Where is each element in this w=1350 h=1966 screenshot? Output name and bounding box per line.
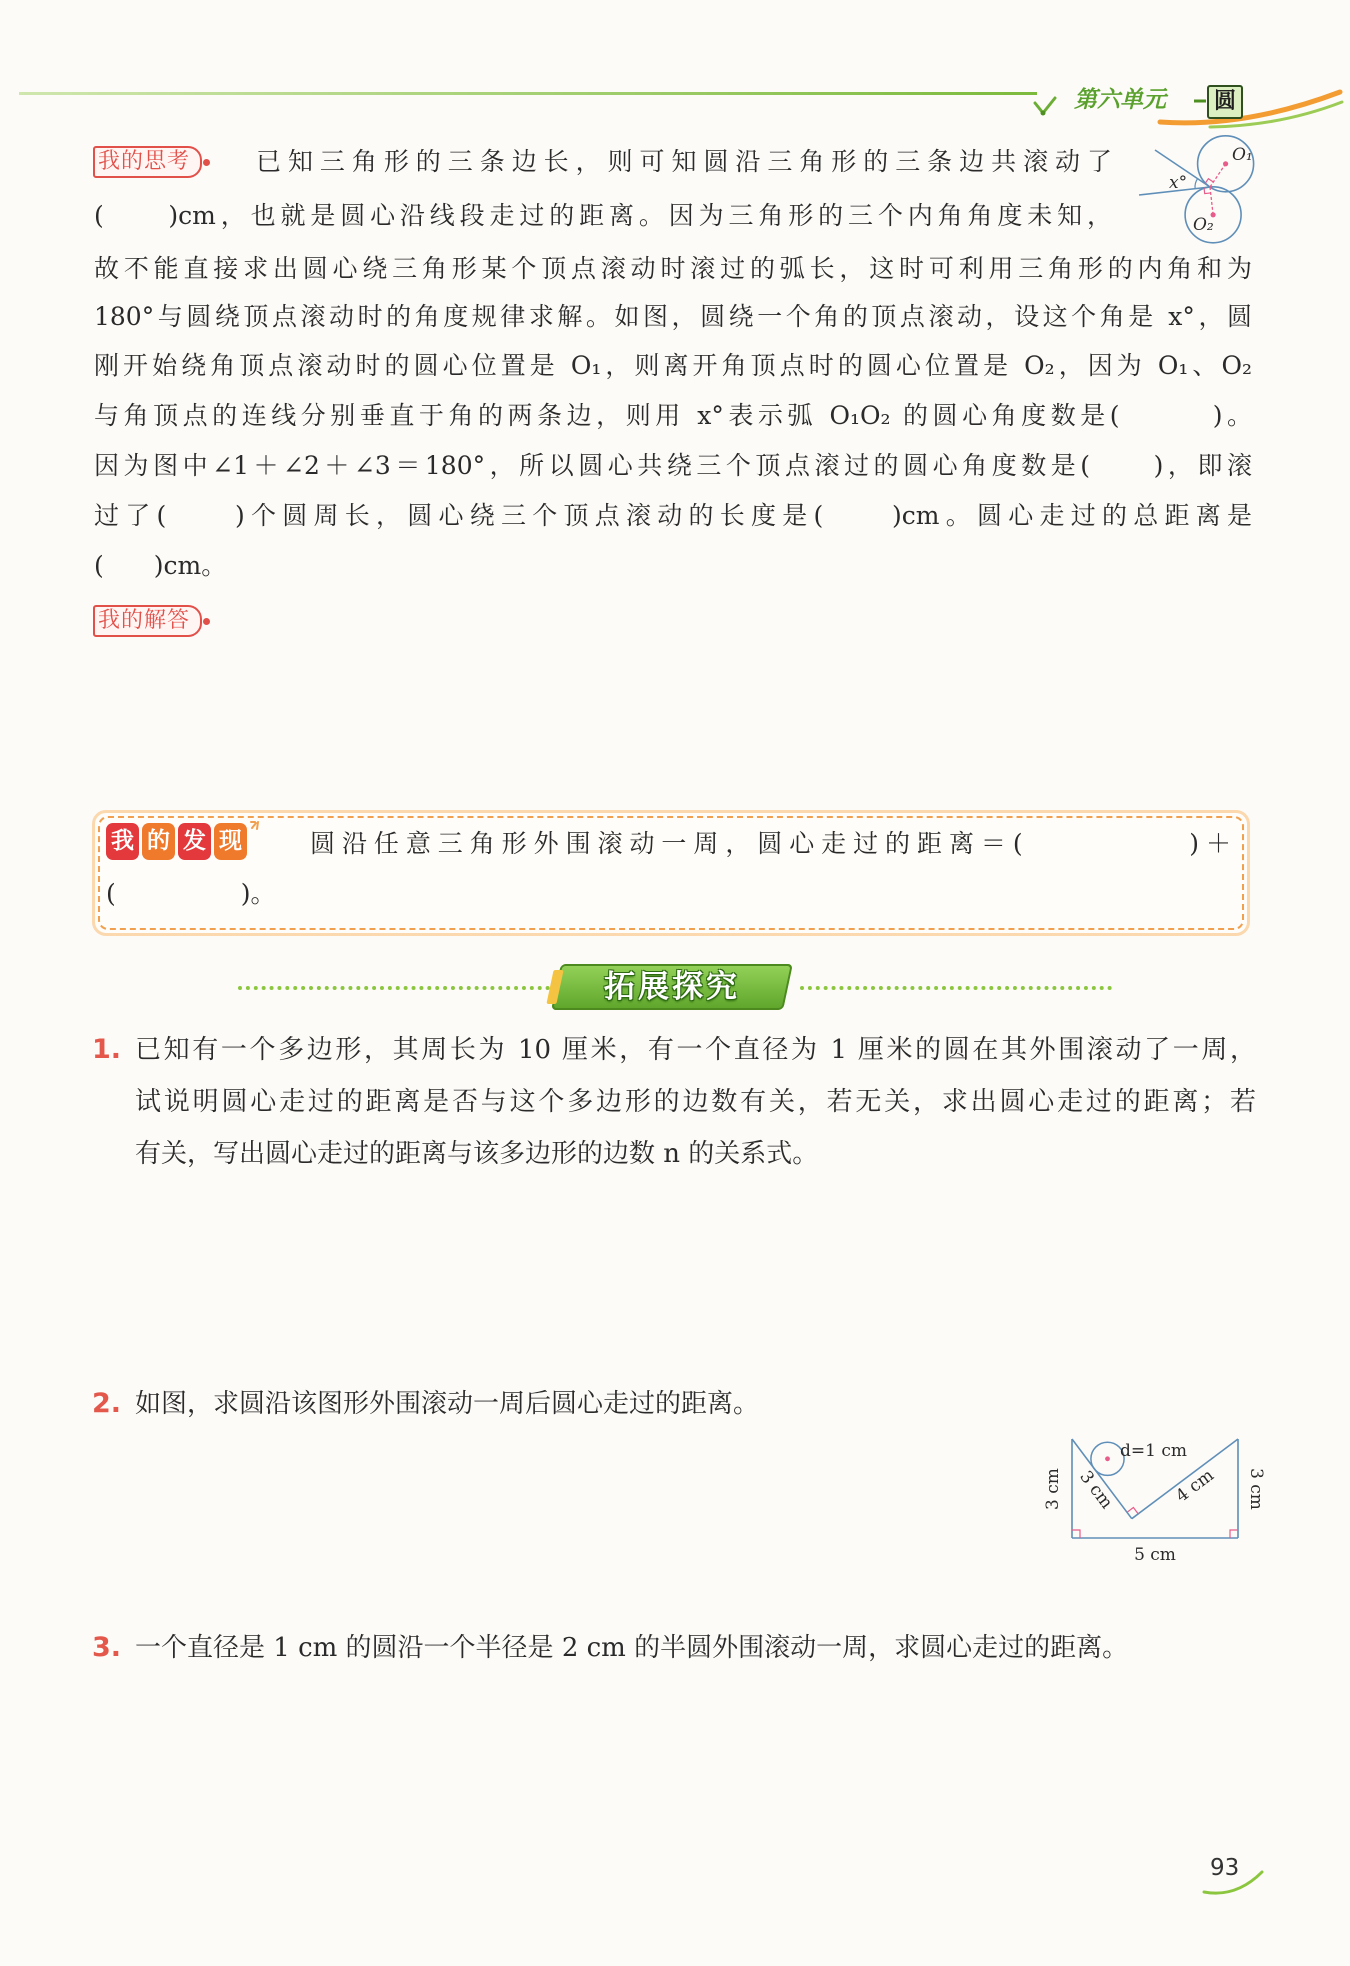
question-2-text: 如图，求圆沿该图形外围滚动一周后圆心走过的距离。 xyxy=(135,1389,760,1419)
discovery-tag-char: 的 xyxy=(142,823,175,860)
question-2-number: 2. xyxy=(92,1388,122,1419)
think-line-2: ( )cm，也就是圆心沿线段走过的距离。因为三角形的三个内角角度未知， xyxy=(94,201,1112,230)
center1-label: O₁ xyxy=(1232,145,1253,165)
center-dot-o1 xyxy=(1223,161,1228,166)
page-number-swoosh xyxy=(1200,1866,1270,1898)
discovery-tag-char: 发 xyxy=(178,823,211,860)
diameter-label: d=1 cm xyxy=(1120,1441,1187,1461)
sparkle-icon xyxy=(248,814,266,832)
angle-label: x° xyxy=(1169,173,1188,193)
question-1-line-1: 已知有一个多边形，其周长为 10 厘米，有一个直径为 1 厘米的圆在其外围滚动了一周， xyxy=(135,1035,1256,1065)
discovery-line-2: ( )。 xyxy=(106,879,276,908)
left-slant-label: 3 cm xyxy=(1075,1467,1117,1513)
question-2-figure xyxy=(1030,1420,1280,1570)
extension-banner xyxy=(556,964,788,1010)
right-angle-mark-valley xyxy=(1127,1508,1138,1514)
right-angle-mark-1 xyxy=(1205,179,1213,184)
tag-arrow-icon xyxy=(203,618,210,625)
angle-arc xyxy=(1195,179,1198,189)
think-line-7: 因为图中∠1＋∠2＋∠3＝180°，所以圆心共绕三个顶点滚过的圆心角度数是( )，即滚 xyxy=(94,451,1252,480)
think-line-4: 180°与圆绕顶点滚动时的角度规律求解。如图，圆绕一个角的顶点滚动，设这个角是 x°，圆 xyxy=(94,302,1252,331)
discovery-tag xyxy=(106,823,247,860)
think-line-5: 刚开始绕角顶点滚动时的圆心位置是 O₁，则离开角顶点时的圆心位置是 O₂，因为 O₁、O₂ xyxy=(94,351,1252,380)
center2-label: O₂ xyxy=(1193,215,1214,235)
page-number: 93 xyxy=(1210,1855,1240,1881)
answer-tag-label: 我的解答 xyxy=(93,605,202,637)
question-1-line-3: 有关，写出圆心走过的距离与该多边形的边数 n 的关系式。 xyxy=(135,1139,819,1169)
right-angle-mark-bottom-right xyxy=(1230,1530,1238,1538)
question-3-text: 一个直径是 1 cm 的圆沿一个半径是 2 cm 的半圆外围滚动一周，求圆心走过的距离。 xyxy=(135,1633,1129,1663)
question-3-number: 3. xyxy=(92,1632,122,1663)
think-line-3: 故不能直接求出圆心绕三角形某个顶点滚动时滚过的弧长，这时可利用三角形的内角和为 xyxy=(94,254,1252,283)
question-1-number: 1. xyxy=(92,1034,122,1065)
right-side-label: 3 cm xyxy=(1246,1468,1266,1510)
think-tag-label: 我的思考 xyxy=(93,146,202,178)
radius-to-o1 xyxy=(1210,164,1226,187)
vertex-rolling-diagram xyxy=(1135,130,1265,248)
banner-dotted-rule-right xyxy=(800,986,1112,990)
think-tag xyxy=(93,146,210,178)
question-1-line-2: 试说明圆心走过的距离是否与这个多边形的边数有关，若无关，求出圆心走过的距离；若 xyxy=(135,1087,1256,1117)
header-swoosh xyxy=(1150,80,1346,132)
think-line-9: ( )cm。 xyxy=(94,551,227,580)
banner-dotted-rule-left xyxy=(238,986,550,990)
leaf-check-icon xyxy=(1032,94,1058,118)
rolling-circle-center xyxy=(1105,1456,1110,1461)
think-line-1: 已知三角形的三条边长，则可知圆沿三角形的三条边共滚动了 xyxy=(256,147,1112,176)
unit-title: 第六单元 xyxy=(1074,87,1166,113)
left-side-label: 3 cm xyxy=(1043,1468,1063,1510)
tag-arrow-icon xyxy=(203,159,210,166)
discovery-tag-char: 我 xyxy=(106,823,139,860)
extension-title: 拓展探究 xyxy=(604,969,740,1005)
answer-tag xyxy=(93,605,210,637)
topic-box: 圆 xyxy=(1207,85,1243,119)
think-line-6: 与角顶点的连线分别垂直于角的两条边，则用 x°表示弧 O₁O₂ 的圆心角度数是( )。 xyxy=(94,401,1252,430)
right-slant-label: 4 cm xyxy=(1172,1465,1218,1507)
think-line-8: 过了( )个圆周长，圆心绕三个顶点滚动的长度是( )cm。圆心走过的总距离是 xyxy=(94,501,1252,530)
bottom-label: 5 cm xyxy=(1134,1545,1176,1565)
header-rule xyxy=(19,92,1037,95)
discovery-tag-char: 现 xyxy=(214,823,247,860)
radius-to-o2 xyxy=(1210,187,1213,215)
right-angle-mark-bottom-left xyxy=(1072,1530,1080,1538)
discovery-line-1: 圆沿任意三角形外围滚动一周，圆心走过的距离＝( )＋ xyxy=(310,829,1231,858)
